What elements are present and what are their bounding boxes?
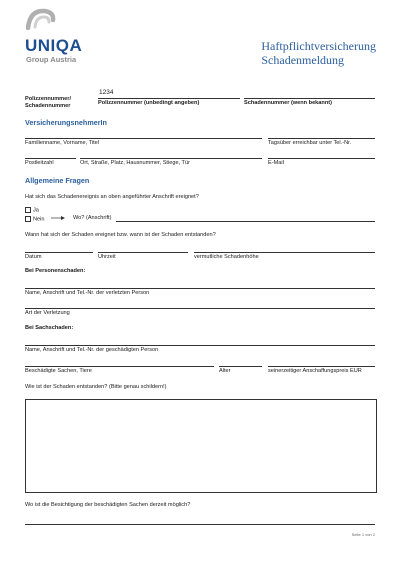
option-no-where-label: Wo? (Anschrift) xyxy=(73,215,112,221)
policy-number-field[interactable]: 1234 xyxy=(99,89,114,96)
question-how: Wie ist der Schaden entstanden? (Bitte genau schildern!) xyxy=(25,384,167,390)
description-textarea[interactable] xyxy=(25,399,377,493)
date-caption: Datum xyxy=(25,254,42,260)
email-field[interactable] xyxy=(268,158,375,159)
purchase-price-caption: seinerzeitiger Anschaffungspreis EUR xyxy=(268,368,362,374)
damaged-items-caption: Beschädigte Sachen, Tiere xyxy=(25,368,92,374)
damaged-items-field[interactable] xyxy=(25,366,214,367)
arrow-right-icon xyxy=(50,215,66,221)
document-title xyxy=(261,40,376,68)
yes-checkbox[interactable] xyxy=(25,207,31,213)
personal-damage-heading: Bei Personenschaden: xyxy=(25,268,86,274)
age-field[interactable] xyxy=(219,366,262,367)
date-field[interactable] xyxy=(25,252,93,253)
question-address: Hat sich das Schadenereignis an oben angeführter Anschrift ereignet? xyxy=(25,194,199,200)
damaged-party-caption: Name, Anschrift und Tel.-Nr. der geschädigten Person xyxy=(25,347,159,353)
document-title-line2: Schadenmeldung xyxy=(261,52,345,67)
document-title-line1: Haftpflichtversicherung xyxy=(261,39,376,53)
damaged-party-field[interactable] xyxy=(25,345,375,346)
incident-address-field[interactable] xyxy=(116,221,375,222)
time-caption: Uhrzeit xyxy=(98,254,116,260)
address-caption: Ort, Straße, Platz, Hausnummer, Stiege, Tür xyxy=(80,160,190,166)
amount-field[interactable] xyxy=(194,252,375,253)
purchase-price-field[interactable] xyxy=(268,366,375,367)
option-no[interactable] xyxy=(25,216,45,223)
address-field[interactable] xyxy=(80,158,262,159)
policy-number-caption: Polizzennummer (unbedingt angeben) xyxy=(98,100,200,106)
inspection-location-field[interactable] xyxy=(25,524,375,525)
property-damage-heading: Bei Sachschaden: xyxy=(25,325,74,331)
injury-type-caption: Art der Verletzung xyxy=(25,310,70,316)
uniqa-logo-icon xyxy=(26,8,56,30)
phone-caption: Tagsüber erreichbar unter Tel.-Nr. xyxy=(268,140,352,146)
time-field[interactable] xyxy=(98,252,188,253)
brand-name: UNIQA xyxy=(25,36,83,55)
question-when: Wann hat sich der Schaden ereignet bzw. wann ist der Schaden entstanden? xyxy=(25,232,216,238)
page-number: Seite 1 von 2 xyxy=(351,532,375,537)
injured-person-caption: Name, Anschrift und Tel.-Nr. der verletzten Person xyxy=(25,290,150,296)
option-no-label: Nein xyxy=(33,216,45,223)
claim-number-field[interactable] xyxy=(244,98,375,99)
claim-number-caption: Schadennummer (wenn bekannt) xyxy=(244,100,332,106)
option-yes[interactable] xyxy=(25,207,39,214)
phone-field[interactable] xyxy=(268,138,375,139)
zip-field[interactable] xyxy=(25,158,76,159)
section-heading-general: Allgemeine Fragen xyxy=(25,176,90,185)
policy-label: Polizzennummer/ Schadennummer xyxy=(25,96,72,110)
name-caption: Familienname, Vorname, Titel xyxy=(25,140,99,146)
injury-type-field[interactable] xyxy=(25,308,375,309)
brand-subtitle: Group Austria xyxy=(26,55,77,64)
age-caption: Alter xyxy=(219,368,231,374)
policy-number-line xyxy=(98,98,240,99)
question-inspection: Wo ist die Besichtigung der beschädigten Sachen derzeit möglich? xyxy=(25,502,191,508)
zip-caption: Postleitzahl xyxy=(25,160,54,166)
option-yes-label: Ja xyxy=(33,207,39,214)
injured-person-field[interactable] xyxy=(25,288,375,289)
no-checkbox[interactable] xyxy=(25,216,31,222)
name-field[interactable] xyxy=(25,138,262,139)
amount-caption: vermutliche Schadenhöhe xyxy=(194,254,259,260)
email-caption: E-Mail xyxy=(268,160,284,166)
section-heading-insured: VersicherungsnehmerIn xyxy=(25,118,107,127)
